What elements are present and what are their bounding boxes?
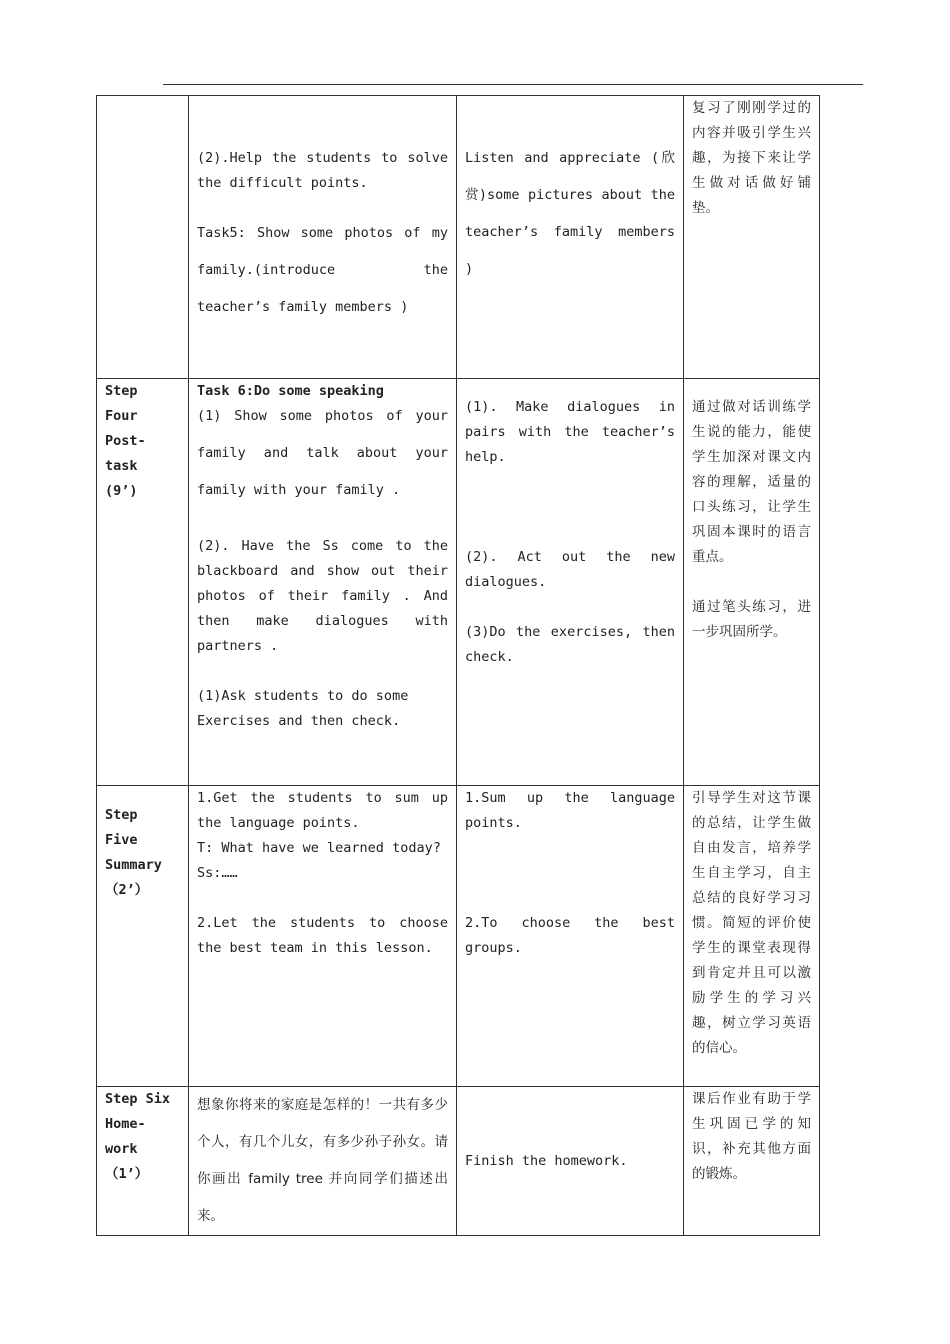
student-activity-cell bbox=[457, 379, 684, 786]
teacher-text: Ss:…… bbox=[197, 865, 238, 881]
step-label: (9’) bbox=[105, 483, 138, 499]
teacher-text: (2).Help the students to solve the difficult points. bbox=[197, 150, 448, 191]
student-text: Listen and appreciate (欣赏)some pictures about the teacher’s family members ) bbox=[465, 150, 675, 277]
step-cell bbox=[97, 786, 189, 1087]
teacher-activity-cell bbox=[189, 96, 457, 379]
teacher-activity-cell bbox=[189, 379, 457, 786]
purpose-text: 复习了刚刚学过的内容并吸引学生兴趣，为接下来让学生做对话做好铺垫。 bbox=[692, 100, 811, 216]
step-label: （1’） bbox=[105, 1166, 149, 1182]
teacher-text: 2.Let the students to choose the best team in this lesson. bbox=[197, 915, 448, 956]
step-label: Post- bbox=[105, 433, 146, 449]
header-rule bbox=[163, 84, 863, 85]
student-text: (3)Do the exercises, then check. bbox=[465, 624, 675, 665]
step-label: （2’） bbox=[105, 882, 149, 898]
purpose-text: 课后作业有助于学生巩固已学的知识，补充其他方面的锻炼。 bbox=[692, 1091, 811, 1182]
teacher-text: (2). Have the Ss come to the blackboard and show out their photos of their family . And then make dialogues with partners . bbox=[197, 538, 448, 654]
step-cell bbox=[97, 379, 189, 786]
teacher-text: (1)Ask students to do some Exercises and then check. bbox=[197, 688, 409, 729]
step-label: task bbox=[105, 458, 138, 474]
teacher-text: 1.Get the students to sum up the language points. bbox=[197, 790, 448, 831]
lesson-plan-table bbox=[96, 95, 820, 1236]
step-label: work bbox=[105, 1141, 138, 1157]
student-activity-cell bbox=[457, 96, 684, 379]
teacher-text: T: What have we learned today? bbox=[197, 840, 441, 856]
step-label: Step bbox=[105, 383, 138, 399]
purpose-cell bbox=[684, 379, 820, 786]
student-text: (2). Act out the new dialogues. bbox=[465, 549, 675, 590]
purpose-cell bbox=[684, 786, 820, 1087]
table-row bbox=[97, 786, 820, 1087]
task-title: Task 6:Do some speaking bbox=[197, 383, 384, 399]
purpose-text: 引导学生对这节课的总结，让学生做自由发言，培养学生自主学习，自主总结的良好学习习惯。简短的评价使学生的课堂表现得到肯定并且可以激励学生的学习兴趣，树立学习英语的信心。 bbox=[692, 790, 811, 1056]
teacher-text: Task5: Show some photos of my family.(introduce the teacher’s family members ) bbox=[197, 225, 448, 315]
teacher-activity-cell bbox=[189, 786, 457, 1087]
purpose-text: 通过做对话训练学生说的能力，能使学生加深对课文内容的理解，适量的口头练习，让学生巩固本课时的语言重点。 bbox=[692, 399, 811, 565]
step-label: Step bbox=[105, 807, 138, 823]
student-text: (1). Make dialogues in pairs with the teacher’s help. bbox=[465, 399, 675, 465]
student-text: 2.To choose the best groups. bbox=[465, 915, 675, 956]
step-label: Summary bbox=[105, 857, 162, 873]
table-row bbox=[97, 96, 820, 379]
student-text: Finish the homework. bbox=[465, 1152, 628, 1169]
step-cell bbox=[97, 96, 189, 379]
table-row bbox=[97, 379, 820, 786]
step-label: Four bbox=[105, 408, 138, 424]
step-label: Step Six bbox=[105, 1091, 171, 1107]
table-row bbox=[97, 1087, 820, 1236]
step-cell bbox=[97, 1087, 189, 1236]
step-label: Five bbox=[105, 832, 138, 848]
student-activity-cell bbox=[457, 786, 684, 1087]
teacher-activity-cell bbox=[189, 1087, 457, 1236]
purpose-cell bbox=[684, 1087, 820, 1236]
step-label: Home- bbox=[105, 1116, 146, 1132]
teacher-text: 想象你将来的家庭是怎样的！一共有多少个人，有几个儿女，有多少孙子孙女。请你画出 family tree 并向同学们描述出来。 bbox=[197, 1097, 448, 1224]
teacher-text: (1) Show some photos of your family and talk about your family with your family . bbox=[197, 408, 448, 498]
student-activity-cell bbox=[457, 1087, 684, 1236]
student-text: 1.Sum up the language points. bbox=[465, 790, 675, 831]
purpose-text: 通过笔头练习，进一步巩固所学。 bbox=[692, 599, 811, 640]
purpose-cell bbox=[684, 96, 820, 379]
